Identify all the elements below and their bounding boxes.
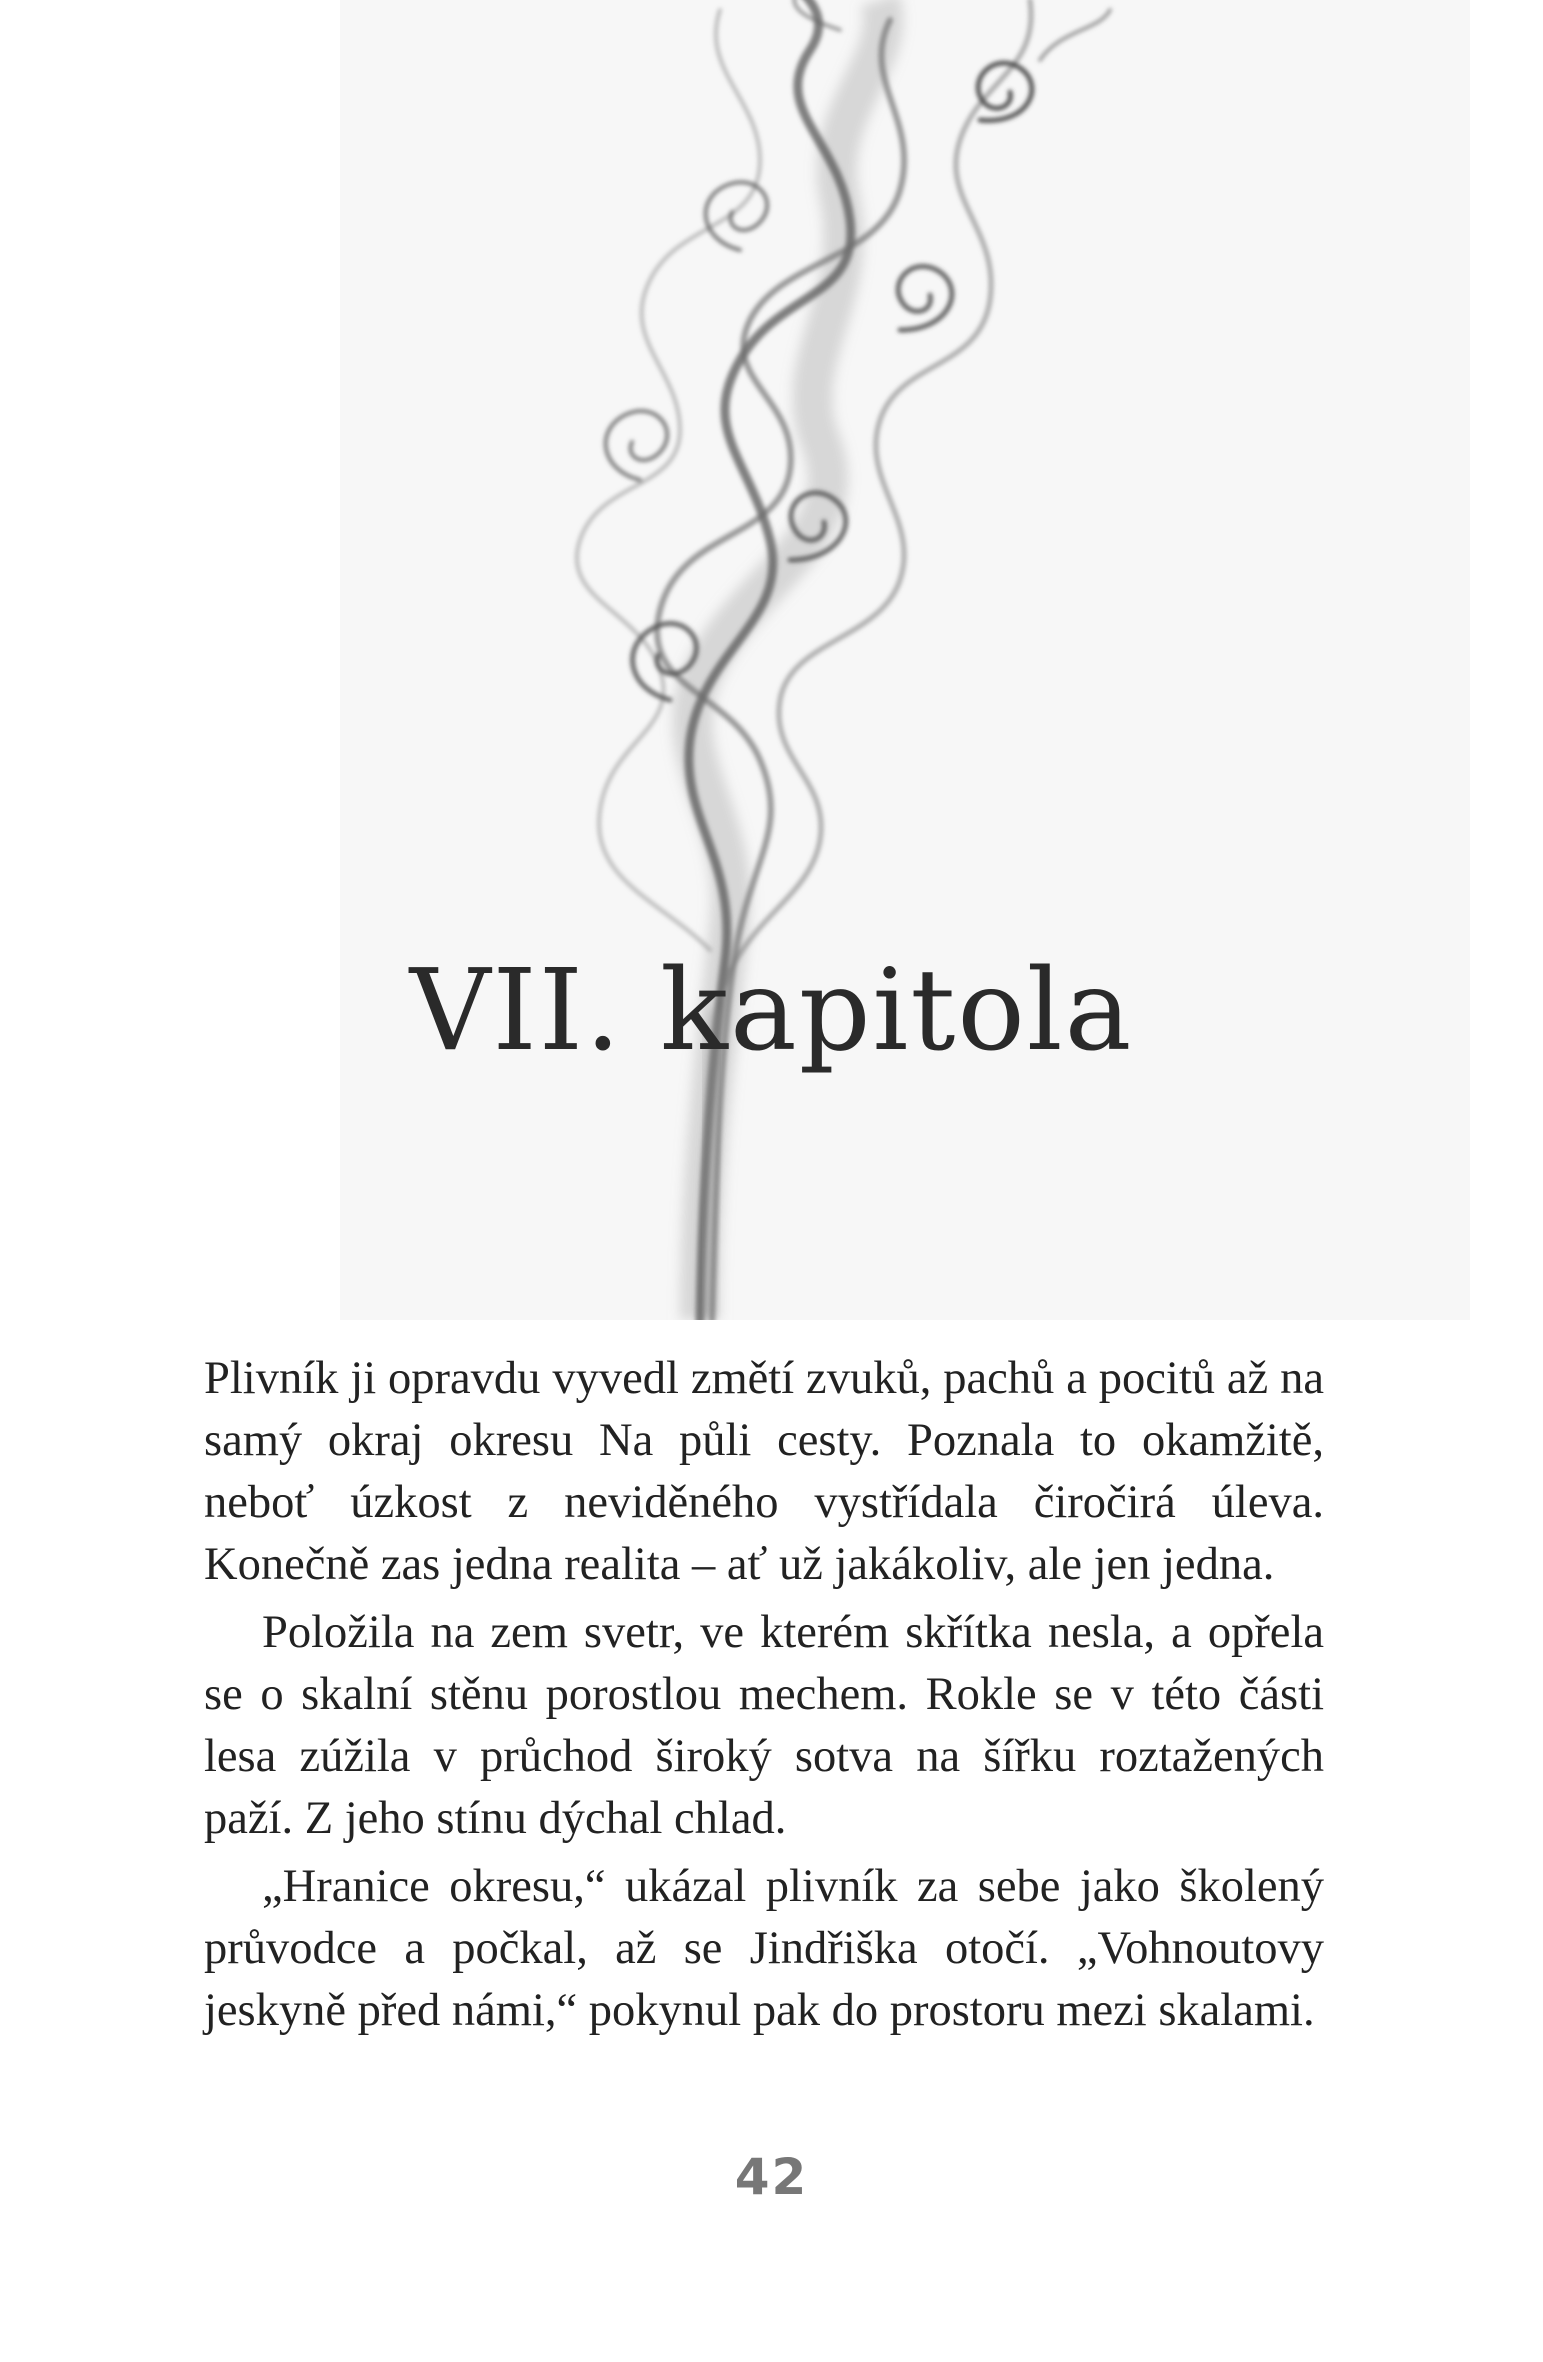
smoke-illustration [340,0,1470,1320]
page-number: 42 [734,2148,809,2206]
paragraph: „Hranice okresu,“ ukázal plivník za sebe jako školený průvodce a počkal, až se Jindřiška otočí. „Vohnoutovy jeskyně před námi,“ pokynul pak do prostoru mezi skalami. [204,1861,1324,2036]
body-text [204,1348,1324,2048]
paragraph: Plivník ji opravdu vyvedl změtí zvuků, pachů a pocitů až na samý okraj okresu Na půli cesty. Poznala to okamžitě, neboť úzkost z neviděného vystřídala čiročirá úleva. Konečně zas jedna realita – ať už jakákoliv, ale jen jedna. [204,1353,1324,1590]
chapter-title: VII. kapitola [409,946,1134,1076]
paragraph: Položila na zem svetr, ve kterém skřítka nesla, a opřela se o skalní stěnu porostlou mechem. Rokle se v této části lesa zúžila v průchod široký sotva na šířku roztažených paží. Z jeho stínu dýchal chlad. [204,1607,1324,1844]
